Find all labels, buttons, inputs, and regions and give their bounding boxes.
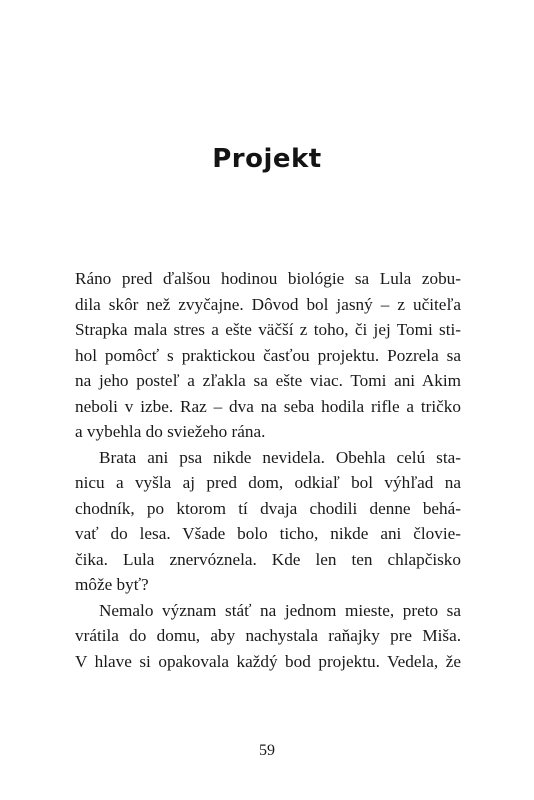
text-line: neboli v izbe. Raz – dva na seba hodila rifle a tričko — [75, 396, 461, 416]
text-line: nicu a vyšla aj pred dom, odkiaľ bol výhľad na — [75, 473, 461, 492]
text-line: Brata ani psa nikde nevidela. Obehla celú sta- — [99, 447, 461, 467]
chapter-title: Projekt — [212, 144, 322, 174]
text-line: Strapka mala stres a ešte väčší z toho, či jej Tomi sti- — [75, 320, 461, 339]
text-line: chodník, po ktorom tí dvaja chodili denne behá- — [75, 498, 461, 518]
text-line: Nemalo význam stáť na jednom mieste, preto sa — [99, 600, 461, 620]
text-line: hol pomôcť s praktickou časťou projektu. Pozrela sa — [75, 345, 461, 365]
text-line: vať do lesa. Všade bolo ticho, nikde ani človie- — [75, 524, 461, 543]
text-line: a vybehla do sviežeho rána. — [75, 422, 266, 441]
page-number: 59 — [259, 742, 275, 759]
text-line: dila skôr než zvyčajne. Dôvod bol jasný – z učiteľa — [75, 294, 461, 314]
text-line: čika. Lula znervóznela. Kde len ten chlapčisko — [75, 549, 461, 569]
text-line: môže byť? — [75, 575, 149, 594]
text-line: Ráno pred ďalšou hodinou biológie sa Lula zobu- — [75, 269, 461, 288]
text-line: na jeho posteľ a zľakla sa ešte viac. Tomi ani Akim — [75, 371, 461, 390]
body-text — [75, 266, 461, 674]
text-line: V hlave si opakovala každý bod projektu. Vedela, že — [75, 651, 461, 671]
text-line: vrátila do domu, aby nachystala raňajky pre Miša. — [75, 626, 461, 645]
